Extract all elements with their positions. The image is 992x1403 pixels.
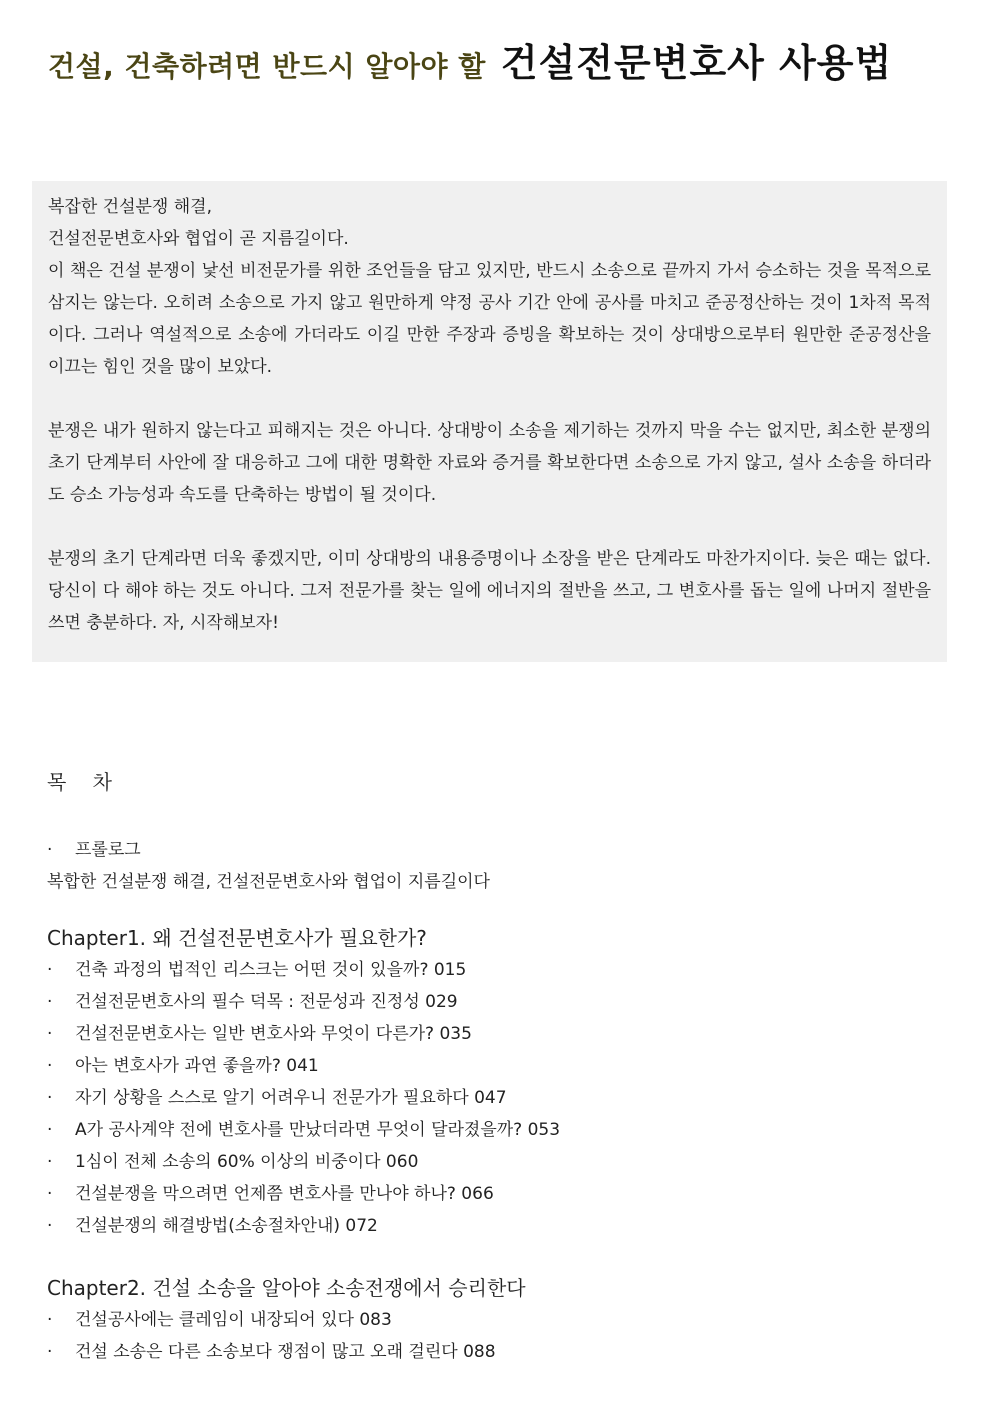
toc-item: [47, 954, 947, 986]
book-subtitle: 건설, 건축하려면 반드시 알아야 할: [48, 50, 486, 83]
toc-item-label: 건설분쟁을 막으려면 언제쯤 변호사를 만나야 하나? 066: [75, 1184, 494, 1204]
bullet-icon: ·: [47, 992, 53, 1012]
toc-chapter-1-title: Chapter1. 왜 건설전문변호사가 필요한가?: [47, 926, 427, 950]
toc-item-label: 건설 소송은 다른 소송보다 쟁점이 많고 오래 걸린다 088: [75, 1342, 496, 1362]
bullet-icon: ·: [47, 1216, 53, 1236]
bullet-icon: ·: [47, 1056, 53, 1076]
toc-item: [47, 1304, 947, 1336]
intro-paragraph-2: 분쟁은 내가 원하지 않는다고 피해지는 것은 아니다. 상대방이 소송을 제기하는 것까지 막을 수는 없지만, 최소한 분쟁의 초기 단계부터 사안에 잘 대응하고 그에 대한 명확한 자료와 증거를 확보한다면 소송으로 가지 않고, 설사 소송을 하더라도 승소 가능성과 속도를 단축하는 방법이 될 것이다.: [48, 421, 931, 505]
toc-chapter-2-list: [47, 1304, 947, 1368]
bullet-icon: ·: [47, 840, 53, 860]
toc-prologue-desc: 복합한 건설분쟁 해결, 건설전문변호사와 협업이 지름길이다: [47, 872, 490, 892]
intro-paragraph-1: 복잡한 건설분쟁 해결, 건설전문변호사와 협업이 곧 지름길이다. 이 책은 건설 분쟁이 낯선 비전문가를 위한 조언들을 담고 있지만, 반드시 소송으로 끝까지 가서 승소하는 것을 목적으로 삼지는 않는다. 오히려 소송으로 가지 않고 원만하게 약정 공사 기간 안에 공사를 마치고 준공정산하는 것이 1차적 목적이다. 그러나 역설적으로 소송에 가더라도 이길 만한 주장과 증빙을 확보하는 것이 상대방으로부터 원만한 준공정산을 이끄는 힘인 것을 많이 보았다.: [48, 197, 931, 377]
toc-item: [47, 986, 947, 1018]
bullet-icon: ·: [47, 1342, 53, 1362]
bullet-icon: ·: [47, 1310, 53, 1330]
intro-box: [32, 181, 947, 662]
toc-item-label: 자기 상황을 스스로 알기 어려우니 전문가가 필요하다 047: [75, 1088, 507, 1108]
bullet-icon: ·: [47, 1120, 53, 1140]
toc-item: [47, 1050, 947, 1082]
toc-item-label: 아는 변호사가 과연 좋을까? 041: [75, 1056, 319, 1076]
toc-item-label: 건설분쟁의 해결방법(소송절차안내) 072: [75, 1216, 378, 1236]
toc-item-label: 건설공사에는 클레임이 내장되어 있다 083: [75, 1310, 392, 1330]
toc-item: [47, 1114, 947, 1146]
toc-item-label: 건축 과정의 법적인 리스크는 어떤 것이 있을까? 015: [75, 960, 467, 980]
toc-chapter-2-title: Chapter2. 건설 소송을 알아야 소송전쟁에서 승리한다: [47, 1276, 526, 1300]
toc-item: [47, 1178, 947, 1210]
bullet-icon: ·: [47, 1024, 53, 1044]
book-title: [48, 32, 892, 87]
toc-item: [47, 1210, 947, 1242]
bullet-icon: ·: [47, 1184, 53, 1204]
toc-item-label: 건설전문변호사의 필수 덕목 : 전문성과 진정성 029: [75, 992, 458, 1012]
book-main-title: 건설전문변호사 사용법: [500, 41, 893, 85]
toc-item: [47, 1336, 947, 1368]
bullet-icon: ·: [47, 1152, 53, 1172]
toc-prologue: [47, 834, 947, 866]
toc-heading: 목 차: [47, 770, 122, 794]
toc-item: [47, 1082, 947, 1114]
bullet-icon: ·: [47, 1088, 53, 1108]
toc-item-label: 건설전문변호사는 일반 변호사와 무엇이 다른가? 035: [75, 1024, 472, 1044]
toc-item-label: A가 공사계약 전에 변호사를 만났더라면 무엇이 달라졌을까? 053: [75, 1120, 561, 1140]
table-of-contents: [47, 834, 947, 1368]
bullet-icon: ·: [47, 960, 53, 980]
toc-item: [47, 1146, 947, 1178]
toc-item: [47, 1018, 947, 1050]
toc-prologue-label: 프롤로그: [75, 840, 141, 860]
toc-chapter-1-list: [47, 954, 947, 1242]
toc-item-label: 1심이 전체 소송의 60% 이상의 비중이다 060: [75, 1152, 419, 1172]
intro-paragraph-3: 분쟁의 초기 단계라면 더욱 좋겠지만, 이미 상대방의 내용증명이나 소장을 받은 단계라도 마찬가지이다. 늦은 때는 없다. 당신이 다 해야 하는 것도 아니다. 그저 전문가를 찾는 일에 에너지의 절반을 쓰고, 그 변호사를 돕는 일에 나머지 절반을 쓰면 충분하다. 자, 시작해보자!: [48, 549, 931, 633]
